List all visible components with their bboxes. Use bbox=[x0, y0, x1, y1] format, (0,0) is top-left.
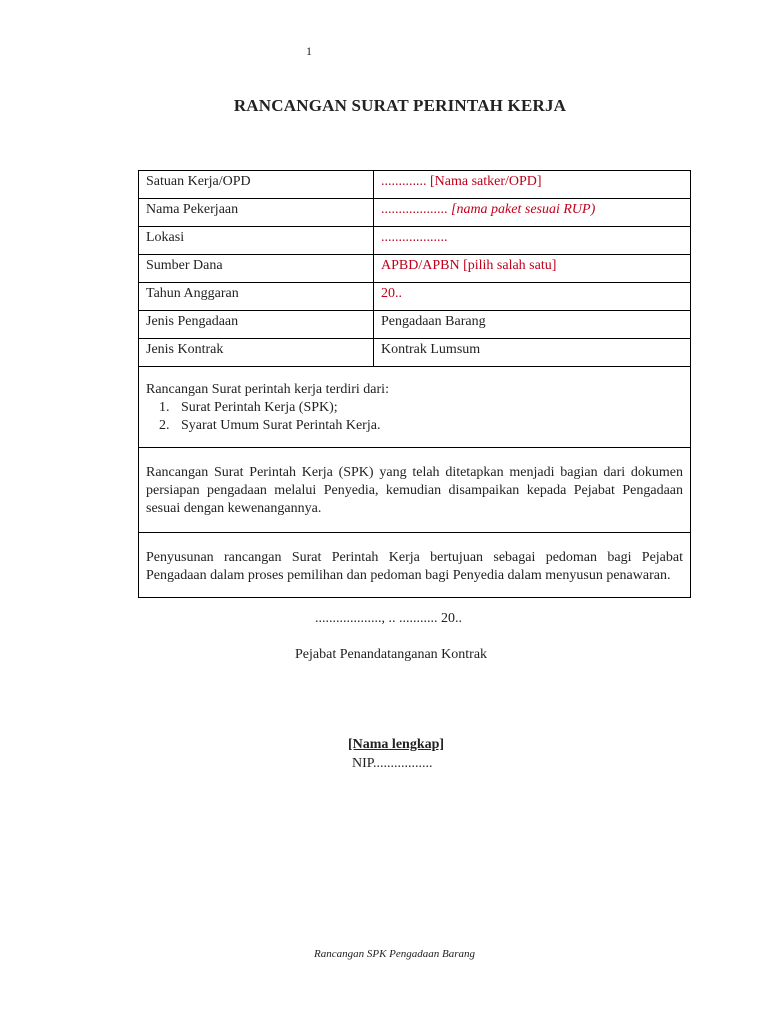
signer-nip: NIP................. bbox=[352, 756, 433, 771]
list-item: 2. Syarat Umum Surat Perintah Kerja. bbox=[173, 417, 683, 435]
table-row bbox=[139, 255, 691, 283]
row-value-lokasi: ................... bbox=[374, 227, 691, 255]
composition-list bbox=[146, 399, 683, 435]
table-row bbox=[139, 171, 691, 199]
row-value-sumber-dana: APBD/APBN [pilih salah satu] bbox=[374, 255, 691, 283]
table-row bbox=[139, 227, 691, 255]
table-row bbox=[139, 448, 691, 533]
document-title: RANCANGAN SURAT PERINTAH KERJA bbox=[233, 96, 567, 115]
table-row bbox=[139, 311, 691, 339]
paragraph-block-2 bbox=[139, 533, 691, 598]
row-label-tahun-anggaran: Tahun Anggaran bbox=[139, 283, 374, 311]
page-number: 1 bbox=[306, 44, 312, 58]
table-row bbox=[139, 283, 691, 311]
paragraph-2: Penyusunan rancangan Surat Perintah Kerja bertujuan sebagai pedoman bagi Pejabat Pengadaan dalam proses pemilihan dan pedoman bagi Penyedia dalam menyusun penawaran. bbox=[146, 550, 683, 583]
date-line: ..................., .. ........... 20.. bbox=[315, 611, 462, 626]
list-item: 1. Surat Perintah Kerja (SPK); bbox=[173, 399, 683, 417]
row-label-sumber-dana: Sumber Dana bbox=[139, 255, 374, 283]
row-label-satuan-kerja: Satuan Kerja/OPD bbox=[139, 171, 374, 199]
row-label-jenis-kontrak: Jenis Kontrak bbox=[139, 339, 374, 367]
row-label-lokasi: Lokasi bbox=[139, 227, 374, 255]
footer-text: Rancangan SPK Pengadaan Barang bbox=[314, 948, 476, 960]
paragraph-block-1 bbox=[139, 448, 691, 533]
signer-name: [Nama lengkap] bbox=[348, 737, 445, 752]
table-row bbox=[139, 367, 691, 448]
value-italic: [nama paket sesuai RUP) bbox=[451, 202, 596, 217]
row-value-jenis-kontrak: Kontrak Lumsum bbox=[374, 339, 691, 367]
table-row bbox=[139, 533, 691, 598]
info-table bbox=[138, 170, 691, 598]
row-label-nama-pekerjaan: Nama Pekerjaan bbox=[139, 199, 374, 227]
composition-block bbox=[139, 367, 691, 448]
row-value-nama-pekerjaan bbox=[374, 199, 691, 227]
row-value-tahun-anggaran: 20.. bbox=[374, 283, 691, 311]
table-row bbox=[139, 339, 691, 367]
row-label-jenis-pengadaan: Jenis Pengadaan bbox=[139, 311, 374, 339]
table-row bbox=[139, 199, 691, 227]
row-value-satuan-kerja: ............. [Nama satker/OPD] bbox=[374, 171, 691, 199]
signer-title: Pejabat Penandatanganan Kontrak bbox=[295, 647, 488, 662]
row-value-jenis-pengadaan: Pengadaan Barang bbox=[374, 311, 691, 339]
paragraph-1: Rancangan Surat Perintah Kerja (SPK) yang telah ditetapkan menjadi bagian dari dokumen persiapan pengadaan melalui Penyedia, kemudian disampaikan kepada Pejabat Pengadaan sesuai dengan kewenangannya. bbox=[146, 465, 683, 516]
composition-intro: Rancangan Surat perintah kerja terdiri dari: bbox=[146, 382, 389, 397]
value-dots: ................... bbox=[381, 202, 451, 217]
